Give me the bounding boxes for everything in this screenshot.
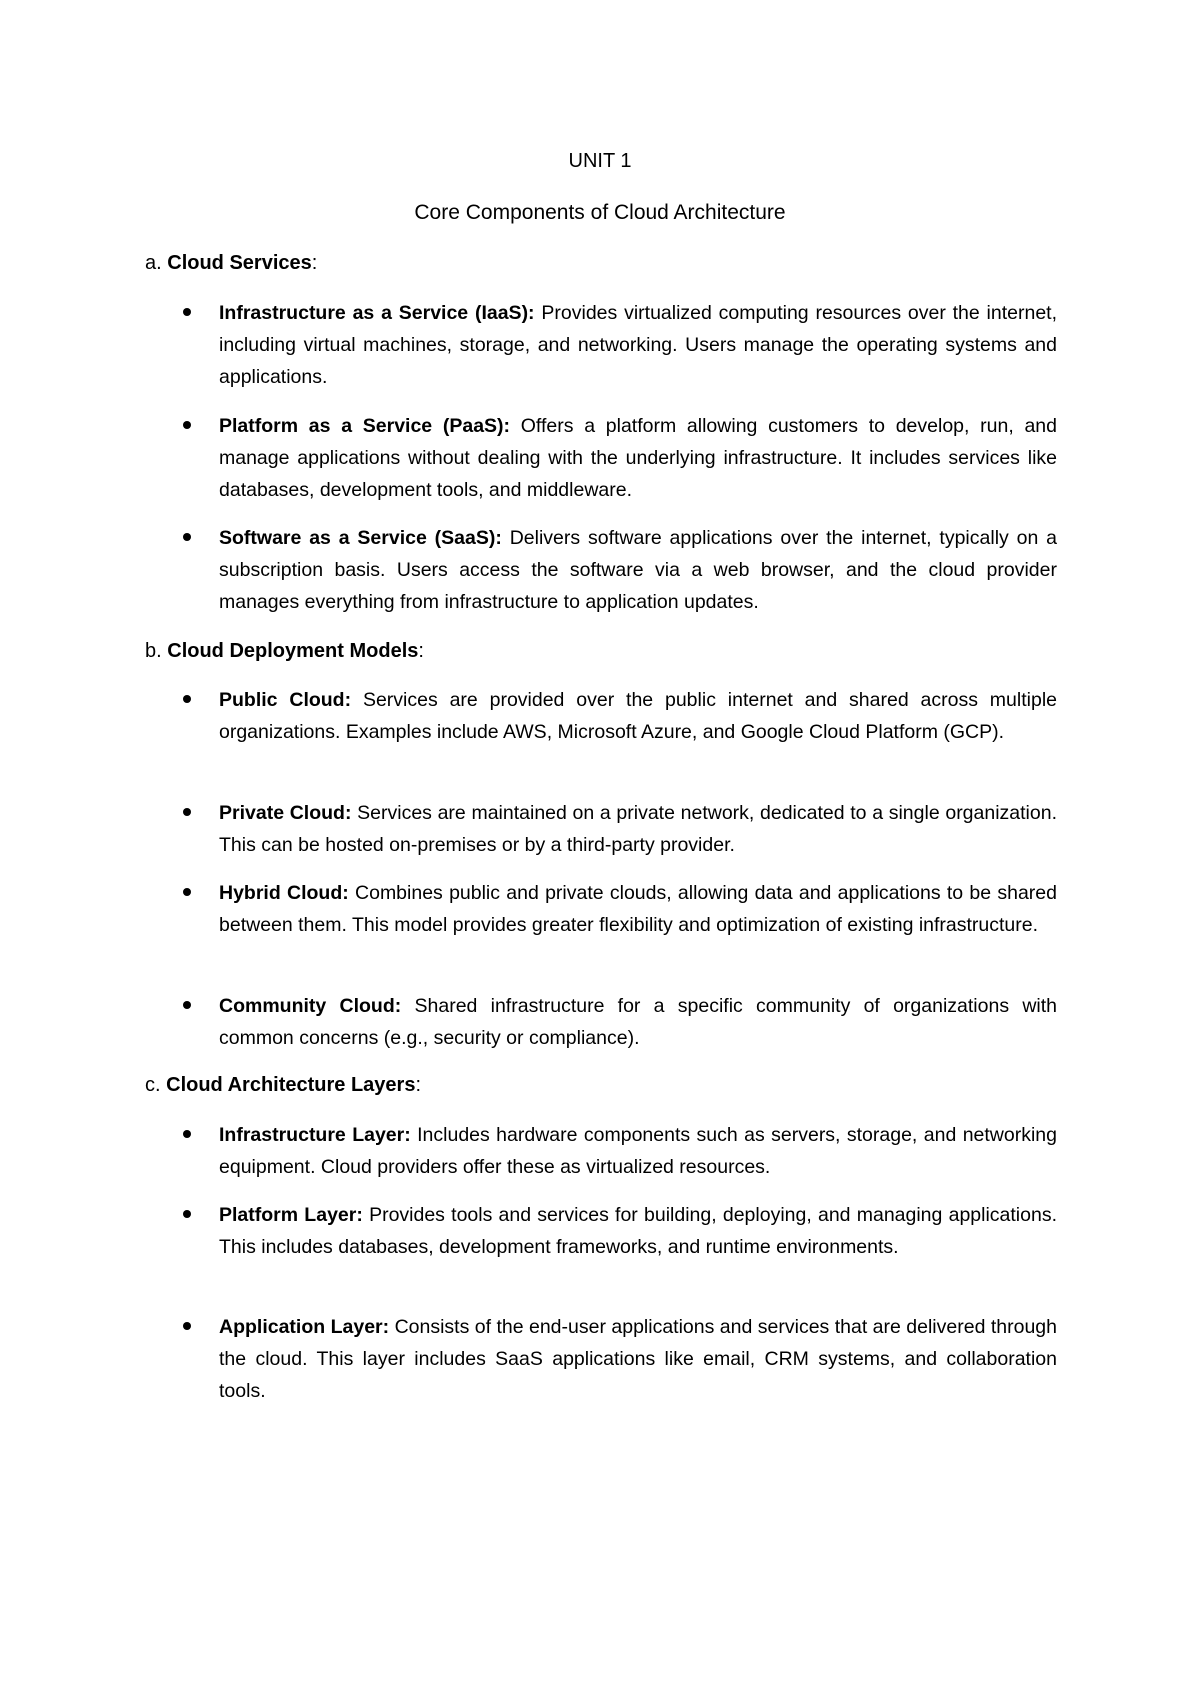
bullet-icon: [183, 308, 191, 316]
list-item-description: Shared infrastructure for a specific community of organizations with common concerns (e.g., security or compliance).: [219, 995, 1058, 1049]
list-item-description: Services are provided over the public internet and shared across multiple organizations. Examples include AWS, Microsoft Azure, and Google Cloud Platform (GCP).: [219, 689, 1058, 743]
list-item-description: Consists of the end-user applications and services that are delivered through the cloud. This layer includes SaaS applications like email, CRM systems, and collaboration tools.: [219, 1316, 1057, 1402]
list-item-term: Platform as a Service (PaaS):: [219, 415, 511, 437]
bullet-icon: [183, 888, 191, 896]
bullet-icon: [183, 695, 191, 703]
section-heading-text: Cloud Architecture Layers: [166, 1074, 416, 1096]
bullet-icon: [183, 1322, 191, 1330]
section-prefix: c.: [145, 1074, 161, 1096]
list-item-text: [219, 410, 1057, 506]
unit-label: UNIT 1: [568, 150, 632, 172]
section-suffix: :: [418, 640, 424, 662]
list-item-text: [219, 684, 1057, 748]
bullet-icon: [183, 1001, 191, 1009]
bullet-icon: [183, 533, 191, 541]
list-item-description: Provides virtualized computing resources over the internet, including virtual machines, storage, and networking. Users manage the operating systems and applications.: [219, 302, 1058, 388]
list-item-text: [219, 797, 1057, 861]
section-suffix: :: [311, 252, 318, 274]
section-heading-deployment-models: [145, 638, 424, 664]
list-item-description: Provides tools and services for building, deploying, and managing applications. This includes databases, development frameworks, and runtime environments.: [219, 1204, 1057, 1258]
list-item-term: Hybrid Cloud:: [219, 882, 349, 904]
list-item-text: [219, 522, 1057, 618]
list-item-term: Private Cloud:: [219, 802, 352, 824]
list-item-text: [219, 877, 1057, 941]
list-item-text: [219, 1199, 1057, 1263]
list-item-description: Services are maintained on a private network, dedicated to a single organization. This can be hosted on-premises or by a third-party provider.: [219, 802, 1058, 856]
list-item-term: Infrastructure Layer:: [219, 1124, 411, 1146]
section-suffix: :: [415, 1074, 422, 1096]
bullet-icon: [183, 421, 191, 429]
list-item-term: Software as a Service (SaaS):: [219, 527, 502, 549]
section-heading-text: Cloud Deployment Models: [167, 640, 419, 662]
list-item-description: Delivers software applications over the internet, typically on a subscription basis. Users access the software via a web browser, and the cloud provider manages everything from infrastructure to application updates.: [219, 527, 1058, 613]
bullet-icon: [183, 808, 191, 816]
bullet-icon: [183, 1130, 191, 1138]
section-heading-text: Cloud Services: [167, 252, 312, 274]
page-title: Core Components of Cloud Architecture: [414, 201, 786, 224]
section-heading-architecture-layers: [145, 1072, 421, 1098]
list-item-term: Community Cloud:: [219, 995, 402, 1017]
list-item-description: Combines public and private clouds, allowing data and applications to be shared between them. This model provides greater flexibility and optimization of existing infrastructure.: [219, 882, 1057, 936]
bullet-icon: [183, 1210, 191, 1218]
list-item-text: [219, 990, 1057, 1054]
list-item-term: Application Layer:: [219, 1316, 390, 1338]
list-item-text: [219, 1311, 1057, 1407]
list-item-description: Offers a platform allowing customers to develop, run, and manage applications without dealing with the underlying infrastructure. It includes services like databases, development tools, and middleware.: [219, 415, 1057, 501]
section-prefix: a.: [145, 252, 162, 274]
list-item-description: Includes hardware components such as servers, storage, and networking equipment. Cloud providers offer these as virtualized resources.: [219, 1124, 1057, 1178]
section-prefix: b.: [145, 640, 162, 662]
list-item-text: [219, 1119, 1057, 1183]
list-item-term: Platform Layer:: [219, 1204, 363, 1226]
section-heading-cloud-services: [145, 250, 317, 276]
list-item-term: Infrastructure as a Service (IaaS):: [219, 302, 535, 324]
list-item-term: Public Cloud:: [219, 689, 352, 711]
list-item-text: [219, 297, 1057, 393]
